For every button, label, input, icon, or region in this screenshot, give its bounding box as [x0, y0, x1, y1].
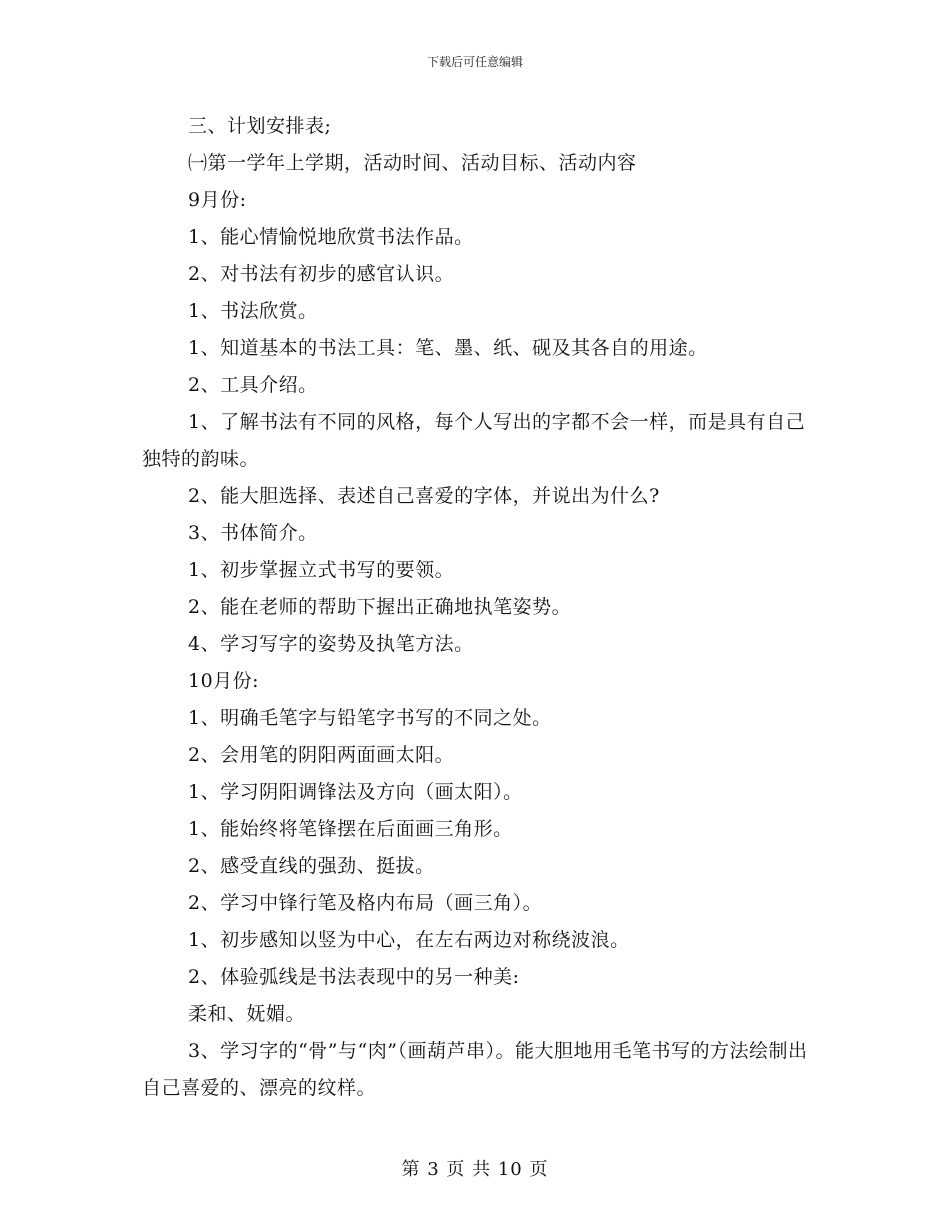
text-line: 2、能大胆选择、表述自己喜爱的字体，并说出为什么? [188, 485, 660, 507]
page-footer: 第 3 页 共 10 页 [401, 1159, 549, 1180]
month-heading: 9月份: [188, 189, 247, 211]
text-line: 1、能心情愉悦地欣赏书法作品。 [188, 226, 474, 248]
text-line: 1、明确毛笔字与铅笔字书写的不同之处。 [188, 707, 552, 729]
text-line: 4、学习写字的姿势及执笔方法。 [188, 633, 474, 655]
text-line: 1、初步掌握立式书写的要领。 [188, 559, 455, 581]
month-heading: 10月份: [188, 670, 260, 692]
text-line: 2、会用笔的阴阳两面画太阳。 [188, 744, 455, 766]
text-line: 2、能在老师的帮助下握出正确地执笔姿势。 [188, 596, 572, 618]
subsection-heading: ㈠第一学年上学期，活动时间、活动目标、活动内容 [188, 152, 637, 174]
text-line: 1、能始终将笔锋摆在后面画三角形。 [188, 818, 513, 840]
text-line: 1、书法欣赏。 [188, 300, 318, 322]
text-line: 柔和、妩媚。 [188, 1003, 306, 1025]
section-heading: 三、计划安排表; [188, 115, 332, 137]
text-line: 1、知道基本的书法工具：笔、墨、纸、砚及其各自的用途。 [188, 337, 708, 359]
text-line: 2、体验弧线是书法表现中的另一种美: [188, 966, 520, 988]
text-line: 2、工具介绍。 [188, 374, 318, 396]
text-line: 1、初步感知以竖为中心，在左右两边对称绕波浪。 [188, 929, 630, 951]
document-body [142, 108, 812, 1107]
text-line: 2、学习中锋行笔及格内布局（画三角）。 [188, 892, 543, 914]
text-line: 3、书体简介。 [188, 522, 318, 544]
text-paragraph: 3、学习字的“骨”与“肉”（画葫芦串）。能大胆地用毛笔书写的方法绘制出自己喜爱的、漂亮的纹样。 [142, 1040, 808, 1099]
text-line: 2、对书法有初步的感官认识。 [188, 263, 455, 285]
text-line: 1、学习阴阳调锋法及方向（画太阳）。 [188, 781, 523, 803]
page-header: 下载后可任意编辑 [426, 55, 523, 69]
text-paragraph: 1、了解书法有不同的风格，每个人写出的字都不会一样，而是具有自己独特的韵味。 [142, 411, 806, 470]
text-line: 2、感受直线的强劲、挺拔。 [188, 855, 435, 877]
